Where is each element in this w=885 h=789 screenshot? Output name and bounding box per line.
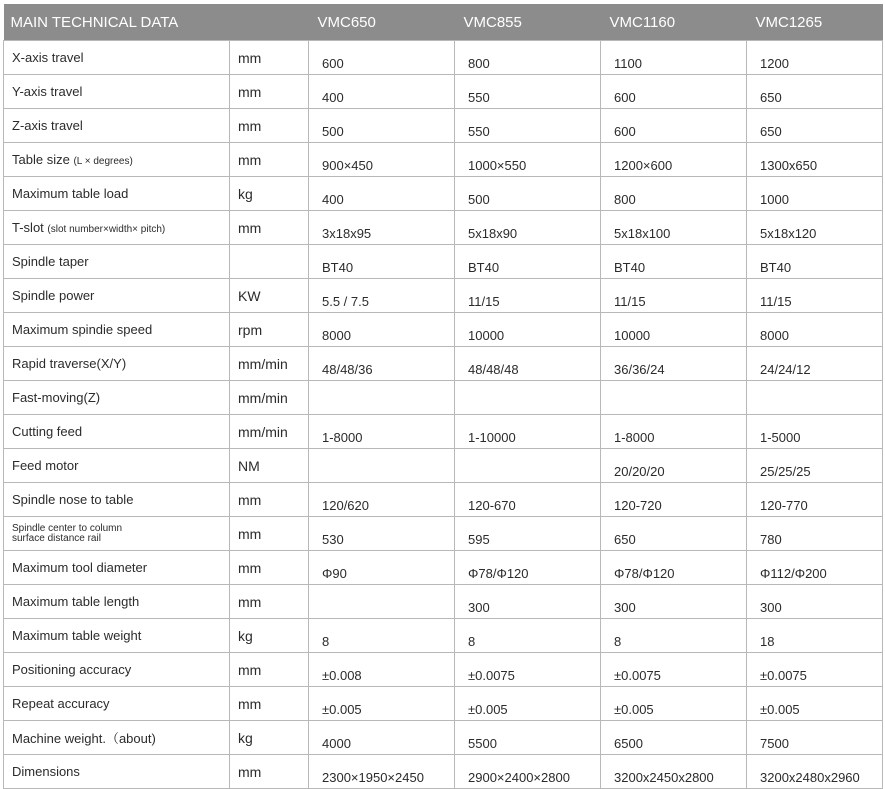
value-cell-vmc1160: 1-8000: [601, 415, 747, 449]
unit-cell: mm/min: [230, 415, 309, 449]
unit-cell: mm: [230, 483, 309, 517]
technical-data-table: [3, 4, 883, 789]
value-cell-vmc1160: ±0.0075: [601, 653, 747, 687]
value-cell-vmc1265: 7500: [747, 721, 883, 755]
parameter-name: X-axis travel: [12, 50, 84, 65]
value-cell-vmc855: 595: [455, 517, 601, 551]
value-cell-vmc650: 8000: [309, 313, 455, 347]
value-cell-vmc855: 11/15: [455, 279, 601, 313]
parameter-cell: [4, 279, 230, 313]
parameter-name: Maximum tool diameter: [12, 560, 148, 575]
unit-cell: kg: [230, 177, 309, 211]
value-cell-vmc855: 800: [455, 41, 601, 75]
parameter-cell: [4, 347, 230, 381]
spec-table-container: [3, 4, 882, 789]
value-cell-vmc1160: 11/15: [601, 279, 747, 313]
value-cell-vmc855: [455, 449, 601, 483]
value-cell-vmc855: ±0.005: [455, 687, 601, 721]
value-cell-vmc1265: 1000: [747, 177, 883, 211]
unit-cell: KW: [230, 279, 309, 313]
table-title: MAIN TECHNICAL DATA: [4, 4, 309, 41]
unit-cell: kg: [230, 619, 309, 653]
unit-cell: mm: [230, 143, 309, 177]
parameter-cell: [4, 551, 230, 585]
value-cell-vmc650: 500: [309, 109, 455, 143]
parameter-name: Spindle power: [12, 288, 95, 303]
table-body: [4, 41, 883, 789]
value-cell-vmc855: 550: [455, 75, 601, 109]
parameter-note: surface distance rail: [12, 532, 101, 544]
value-cell-vmc1265: 1-5000: [747, 415, 883, 449]
parameter-name: Maximum spindie speed: [12, 322, 153, 337]
value-cell-vmc650: 530: [309, 517, 455, 551]
value-cell-vmc650: 400: [309, 177, 455, 211]
table-row: [4, 381, 883, 415]
table-row: [4, 687, 883, 721]
value-cell-vmc855: 48/48/48: [455, 347, 601, 381]
parameter-cell: [4, 177, 230, 211]
value-cell-vmc1265: ±0.0075: [747, 653, 883, 687]
value-cell-vmc1160: Φ78/Φ120: [601, 551, 747, 585]
value-cell-vmc1160: 6500: [601, 721, 747, 755]
unit-cell: mm/min: [230, 347, 309, 381]
value-cell-vmc1265: 24/24/12: [747, 347, 883, 381]
parameter-name: Y-axis travel: [12, 84, 83, 99]
parameter-name: Rapid traverse(X/Y): [12, 356, 127, 371]
parameter-name: Spindle nose to table: [12, 492, 134, 507]
value-cell-vmc650: 120/620: [309, 483, 455, 517]
value-cell-vmc855: 10000: [455, 313, 601, 347]
value-cell-vmc1265: 3200x2480x2960: [747, 755, 883, 789]
value-cell-vmc1265: 780: [747, 517, 883, 551]
parameter-name: Dimensions: [12, 764, 80, 779]
value-cell-vmc650: 600: [309, 41, 455, 75]
parameter-name: Repeat accuracy: [12, 696, 110, 711]
value-cell-vmc650: [309, 449, 455, 483]
value-cell-vmc1265: 1300x650: [747, 143, 883, 177]
parameter-name: Maximum table length: [12, 594, 140, 609]
table-row: [4, 619, 883, 653]
value-cell-vmc855: 1-10000: [455, 415, 601, 449]
table-row: [4, 551, 883, 585]
value-cell-vmc650: ±0.008: [309, 653, 455, 687]
parameter-cell: [4, 211, 230, 245]
parameter-name: Z-axis travel: [12, 118, 83, 133]
table-row: [4, 347, 883, 381]
parameter-name: Positioning accuracy: [12, 662, 132, 677]
unit-cell: mm: [230, 551, 309, 585]
parameter-name: Cutting feed: [12, 424, 83, 439]
parameter-cell: [4, 585, 230, 619]
table-row: [4, 211, 883, 245]
parameter-cell: [4, 687, 230, 721]
table-row: [4, 585, 883, 619]
value-cell-vmc1265: ±0.005: [747, 687, 883, 721]
parameter-cell: [4, 143, 230, 177]
value-cell-vmc650: 400: [309, 75, 455, 109]
value-cell-vmc1160: 5x18x100: [601, 211, 747, 245]
parameter-cell: [4, 755, 230, 789]
value-cell-vmc855: 2900×2400×2800: [455, 755, 601, 789]
unit-cell: kg: [230, 721, 309, 755]
value-cell-vmc1160: 600: [601, 75, 747, 109]
parameter-name: Maximum table weight: [12, 628, 142, 643]
value-cell-vmc855: Φ78/Φ120: [455, 551, 601, 585]
model-header-4: VMC1265: [747, 4, 883, 41]
value-cell-vmc1265: 650: [747, 109, 883, 143]
value-cell-vmc1160: 600: [601, 109, 747, 143]
unit-cell: mm: [230, 585, 309, 619]
parameter-cell: [4, 415, 230, 449]
unit-cell: rpm: [230, 313, 309, 347]
unit-cell: mm: [230, 75, 309, 109]
unit-cell: mm: [230, 109, 309, 143]
parameter-name: Feed motor: [12, 458, 79, 473]
value-cell-vmc1265: 300: [747, 585, 883, 619]
value-cell-vmc855: 1000×550: [455, 143, 601, 177]
unit-cell: [230, 245, 309, 279]
value-cell-vmc650: [309, 381, 455, 415]
value-cell-vmc650: 5.5 / 7.5: [309, 279, 455, 313]
value-cell-vmc1160: 10000: [601, 313, 747, 347]
value-cell-vmc1160: 300: [601, 585, 747, 619]
table-row: [4, 415, 883, 449]
parameter-name: Spindle taper: [12, 254, 89, 269]
value-cell-vmc1265: Φ112/Φ200: [747, 551, 883, 585]
value-cell-vmc1160: ±0.005: [601, 687, 747, 721]
value-cell-vmc1265: 5x18x120: [747, 211, 883, 245]
value-cell-vmc650: 900×450: [309, 143, 455, 177]
table-row: [4, 41, 883, 75]
value-cell-vmc1160: 36/36/24: [601, 347, 747, 381]
parameter-cell: [4, 75, 230, 109]
model-header-1: VMC650: [309, 4, 455, 41]
value-cell-vmc1160: 1200×600: [601, 143, 747, 177]
value-cell-vmc1160: 120-720: [601, 483, 747, 517]
value-cell-vmc1265: 25/25/25: [747, 449, 883, 483]
value-cell-vmc1160: 20/20/20: [601, 449, 747, 483]
value-cell-vmc855: 300: [455, 585, 601, 619]
unit-cell: mm: [230, 687, 309, 721]
value-cell-vmc1160: [601, 381, 747, 415]
value-cell-vmc650: 1-8000: [309, 415, 455, 449]
value-cell-vmc1265: 8000: [747, 313, 883, 347]
unit-cell: mm: [230, 211, 309, 245]
parameter-name: Maximum table load: [12, 186, 129, 201]
parameter-name: T-slot: [12, 220, 44, 235]
parameter-cell: [4, 517, 230, 551]
value-cell-vmc1265: [747, 381, 883, 415]
model-header-3: VMC1160: [601, 4, 747, 41]
parameter-note: (slot number×width× pitch): [47, 224, 166, 235]
table-row: [4, 75, 883, 109]
table-row: [4, 517, 883, 551]
table-row: [4, 177, 883, 211]
table-row: [4, 109, 883, 143]
parameter-cell: [4, 41, 230, 75]
parameter-note: (L × degrees): [73, 156, 133, 167]
value-cell-vmc650: 3x18x95: [309, 211, 455, 245]
value-cell-vmc1265: BT40: [747, 245, 883, 279]
value-cell-vmc1265: 18: [747, 619, 883, 653]
value-cell-vmc1265: 1200: [747, 41, 883, 75]
table-row: [4, 245, 883, 279]
value-cell-vmc650: BT40: [309, 245, 455, 279]
header-row: [4, 4, 883, 41]
value-cell-vmc855: 5x18x90: [455, 211, 601, 245]
table-row: [4, 721, 883, 755]
table-row: [4, 653, 883, 687]
unit-cell: mm: [230, 755, 309, 789]
value-cell-vmc855: 8: [455, 619, 601, 653]
parameter-cell: [4, 721, 230, 755]
value-cell-vmc650: 48/48/36: [309, 347, 455, 381]
value-cell-vmc855: 500: [455, 177, 601, 211]
unit-cell: NM: [230, 449, 309, 483]
value-cell-vmc1160: 1100: [601, 41, 747, 75]
value-cell-vmc650: ±0.005: [309, 687, 455, 721]
unit-cell: mm/min: [230, 381, 309, 415]
value-cell-vmc855: 5500: [455, 721, 601, 755]
parameter-cell: [4, 653, 230, 687]
unit-cell: mm: [230, 517, 309, 551]
table-row: [4, 755, 883, 789]
value-cell-vmc1160: 800: [601, 177, 747, 211]
value-cell-vmc650: Φ90: [309, 551, 455, 585]
unit-cell: mm: [230, 41, 309, 75]
parameter-name: Table size: [12, 152, 70, 167]
value-cell-vmc855: ±0.0075: [455, 653, 601, 687]
parameter-cell: [4, 449, 230, 483]
value-cell-vmc650: 2300×1950×2450: [309, 755, 455, 789]
value-cell-vmc650: 4000: [309, 721, 455, 755]
parameter-cell: [4, 313, 230, 347]
table-row: [4, 483, 883, 517]
parameter-name: Fast-moving(Z): [12, 390, 101, 405]
value-cell-vmc855: [455, 381, 601, 415]
value-cell-vmc855: 120-670: [455, 483, 601, 517]
value-cell-vmc1265: 120-770: [747, 483, 883, 517]
value-cell-vmc1265: 650: [747, 75, 883, 109]
unit-cell: mm: [230, 653, 309, 687]
table-row: [4, 143, 883, 177]
value-cell-vmc1160: 650: [601, 517, 747, 551]
model-header-2: VMC855: [455, 4, 601, 41]
value-cell-vmc855: BT40: [455, 245, 601, 279]
value-cell-vmc1265: 11/15: [747, 279, 883, 313]
value-cell-vmc1160: 3200x2450x2800: [601, 755, 747, 789]
value-cell-vmc650: [309, 585, 455, 619]
parameter-cell: [4, 109, 230, 143]
parameter-name: Machine weight.（about): [12, 731, 156, 746]
table-row: [4, 313, 883, 347]
parameter-cell: [4, 483, 230, 517]
parameter-name: Spindle center to column: [12, 522, 123, 534]
parameter-cell: [4, 245, 230, 279]
value-cell-vmc1160: BT40: [601, 245, 747, 279]
parameter-cell: [4, 619, 230, 653]
value-cell-vmc855: 550: [455, 109, 601, 143]
value-cell-vmc650: 8: [309, 619, 455, 653]
table-row: [4, 279, 883, 313]
value-cell-vmc1160: 8: [601, 619, 747, 653]
table-row: [4, 449, 883, 483]
parameter-cell: [4, 381, 230, 415]
